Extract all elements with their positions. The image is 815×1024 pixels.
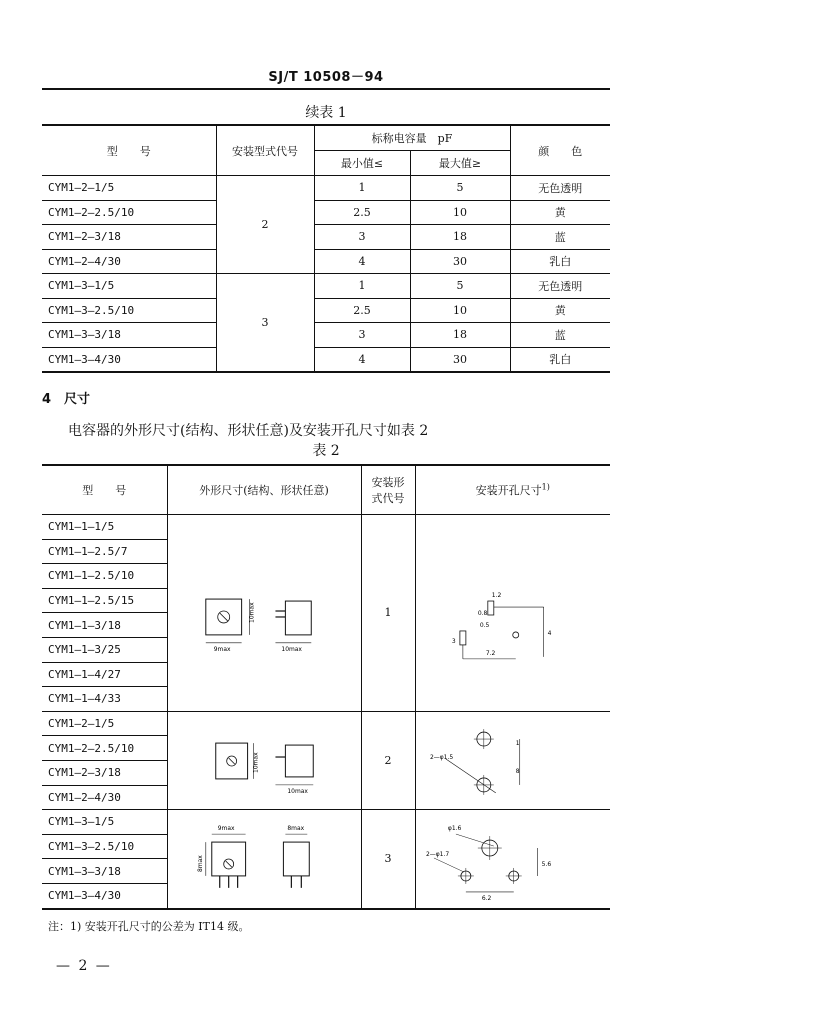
hole-drawing-cell (415, 810, 610, 909)
table-row (42, 298, 610, 323)
model-cell: CYM1—1—1/5 (42, 515, 167, 540)
model-cell: CYM1—1—2.5/10 (42, 564, 167, 589)
color-cell: 黄 (510, 200, 610, 225)
min-cell: 2.5 (314, 298, 410, 323)
model-cell: CYM1—1—3/25 (42, 637, 167, 662)
dim-label: 9max (217, 824, 235, 832)
model-cell: CYM1—3—4/30 (42, 347, 216, 372)
hole-label: 1.2 (491, 591, 501, 599)
mount-code-cell: 3 (216, 274, 314, 373)
dim-label: 8max (286, 824, 304, 832)
table2-header-model: 型 号 (42, 465, 167, 515)
mount-code-cell: 3 (361, 810, 415, 909)
max-cell: 10 (410, 298, 510, 323)
table-row (42, 347, 610, 372)
section-title: 4 尺寸 (42, 392, 91, 407)
table-row (42, 176, 610, 201)
footnote-marker: 1) (541, 482, 550, 492)
outline-drawing-1 (168, 519, 361, 707)
color-cell: 蓝 (510, 323, 610, 348)
table-row (42, 274, 610, 299)
color-cell: 乳白 (510, 347, 610, 372)
dim-label: 10max (280, 645, 302, 653)
table-row (42, 711, 610, 736)
min-cell: 2.5 (314, 200, 410, 225)
hole-label: 5.6 (541, 860, 551, 868)
model-cell: CYM1—1—2.5/15 (42, 588, 167, 613)
color-cell: 无色透明 (510, 274, 610, 299)
outline-drawing-cell (167, 810, 361, 909)
model-cell: CYM1—3—1/5 (42, 274, 216, 299)
mount-code-cell: 2 (361, 711, 415, 809)
document-header: SJ/T 10508－94 (268, 70, 384, 85)
max-cell: 30 (410, 347, 510, 372)
table1-header-model: 型 号 (42, 125, 216, 176)
table1-header-color: 颜 色 (510, 125, 610, 176)
model-cell: CYM1—1—4/33 (42, 687, 167, 712)
table1-header-min: 最小值≤ (314, 151, 410, 176)
hole-label: φ1.6 (447, 824, 461, 832)
table-row (42, 323, 610, 348)
dim-label: 8max (196, 854, 204, 872)
model-cell: CYM1—2—1/5 (42, 176, 216, 201)
hole-label: 8 (515, 768, 520, 776)
footnote: 注：1) 安装开孔尺寸的公差为 IT14 级。 (48, 920, 250, 933)
table2-caption: 表 2 (312, 443, 340, 459)
hole-drawing-1 (416, 519, 611, 707)
dim-label: 10max (248, 602, 256, 623)
hole-label: 3 (451, 637, 456, 645)
model-cell: CYM1—3—3/18 (42, 859, 167, 884)
dim-label: 10max (286, 788, 308, 796)
model-cell: CYM1—3—1/5 (42, 810, 167, 835)
model-cell: CYM1—1—3/18 (42, 613, 167, 638)
hole-drawing-3 (416, 812, 611, 906)
max-cell: 10 (410, 200, 510, 225)
dim-label: 10max (252, 752, 260, 774)
hole-label: 2—φ1.5 (429, 754, 453, 762)
model-cell: CYM1—3—2.5/10 (42, 298, 216, 323)
hole-label: 2—φ1.7 (425, 850, 449, 858)
hole-label: 0.8 (477, 609, 487, 617)
model-cell: CYM1—2—3/18 (42, 760, 167, 785)
outline-drawing-2 (168, 713, 361, 807)
model-cell: CYM1—2—2.5/10 (42, 200, 216, 225)
table2 (42, 464, 610, 910)
mount-code-cell: 1 (361, 515, 415, 712)
max-cell: 18 (410, 323, 510, 348)
min-cell: 3 (314, 225, 410, 250)
outline-drawing-3 (168, 812, 361, 906)
model-cell: CYM1—3—4/30 (42, 883, 167, 908)
model-cell: CYM1—1—2.5/7 (42, 539, 167, 564)
table-row (42, 810, 610, 835)
table1-header-capacitance: 标称电容量 pF (314, 125, 510, 151)
min-cell: 4 (314, 347, 410, 372)
model-cell: CYM1—2—1/5 (42, 711, 167, 736)
model-cell: CYM1—3—2.5/10 (42, 834, 167, 859)
header-text: 安装开孔尺寸 (475, 484, 542, 497)
table2-header-dims: 外形尺寸(结构、形状任意) (167, 465, 361, 515)
color-cell: 乳白 (510, 249, 610, 274)
hole-label: 6.2 (481, 894, 491, 902)
outline-drawing-cell (167, 515, 361, 712)
max-cell: 5 (410, 176, 510, 201)
model-cell: CYM1—2—4/30 (42, 785, 167, 810)
model-cell: CYM1—1—4/27 (42, 662, 167, 687)
max-cell: 30 (410, 249, 510, 274)
min-cell: 4 (314, 249, 410, 274)
color-cell: 蓝 (510, 225, 610, 250)
table-row (42, 225, 610, 250)
table-row (42, 249, 610, 274)
table2-header-mount (361, 465, 415, 515)
mount-code-cell: 2 (216, 176, 314, 274)
hole-drawing-cell (415, 711, 610, 809)
max-cell: 5 (410, 274, 510, 299)
table1 (42, 124, 610, 373)
hole-label: 7.2 (485, 649, 495, 657)
header-line: 安装形 (371, 476, 405, 489)
table1-caption: 续表 1 (305, 105, 347, 121)
model-cell: CYM1—3—3/18 (42, 323, 216, 348)
table-row (42, 200, 610, 225)
header-rule (42, 88, 610, 90)
dim-label: 9max (213, 645, 231, 653)
header-line: 式代号 (371, 492, 405, 505)
model-cell: CYM1—2—3/18 (42, 225, 216, 250)
table1-header-max: 最大值≥ (410, 151, 510, 176)
model-cell: CYM1—2—2.5/10 (42, 736, 167, 761)
section-paragraph: 电容器的外形尺寸(结构、形状任意)及安装开孔尺寸如表 2 (68, 423, 429, 439)
hole-label: 0.5 (479, 621, 489, 629)
min-cell: 1 (314, 176, 410, 201)
model-cell: CYM1—2—4/30 (42, 249, 216, 274)
page-number: — 2 — (56, 958, 112, 974)
color-cell: 无色透明 (510, 176, 610, 201)
hole-drawing-cell (415, 515, 610, 712)
table-row (42, 515, 610, 540)
min-cell: 1 (314, 274, 410, 299)
hole-drawing-2 (416, 713, 611, 807)
hole-label: 1 (515, 740, 520, 748)
max-cell: 18 (410, 225, 510, 250)
outline-drawing-cell (167, 711, 361, 809)
min-cell: 3 (314, 323, 410, 348)
table1-header-mount: 安装型式代号 (216, 125, 314, 176)
color-cell: 黄 (510, 298, 610, 323)
table2-header-hole (415, 465, 610, 515)
hole-label: 4 (547, 629, 551, 637)
